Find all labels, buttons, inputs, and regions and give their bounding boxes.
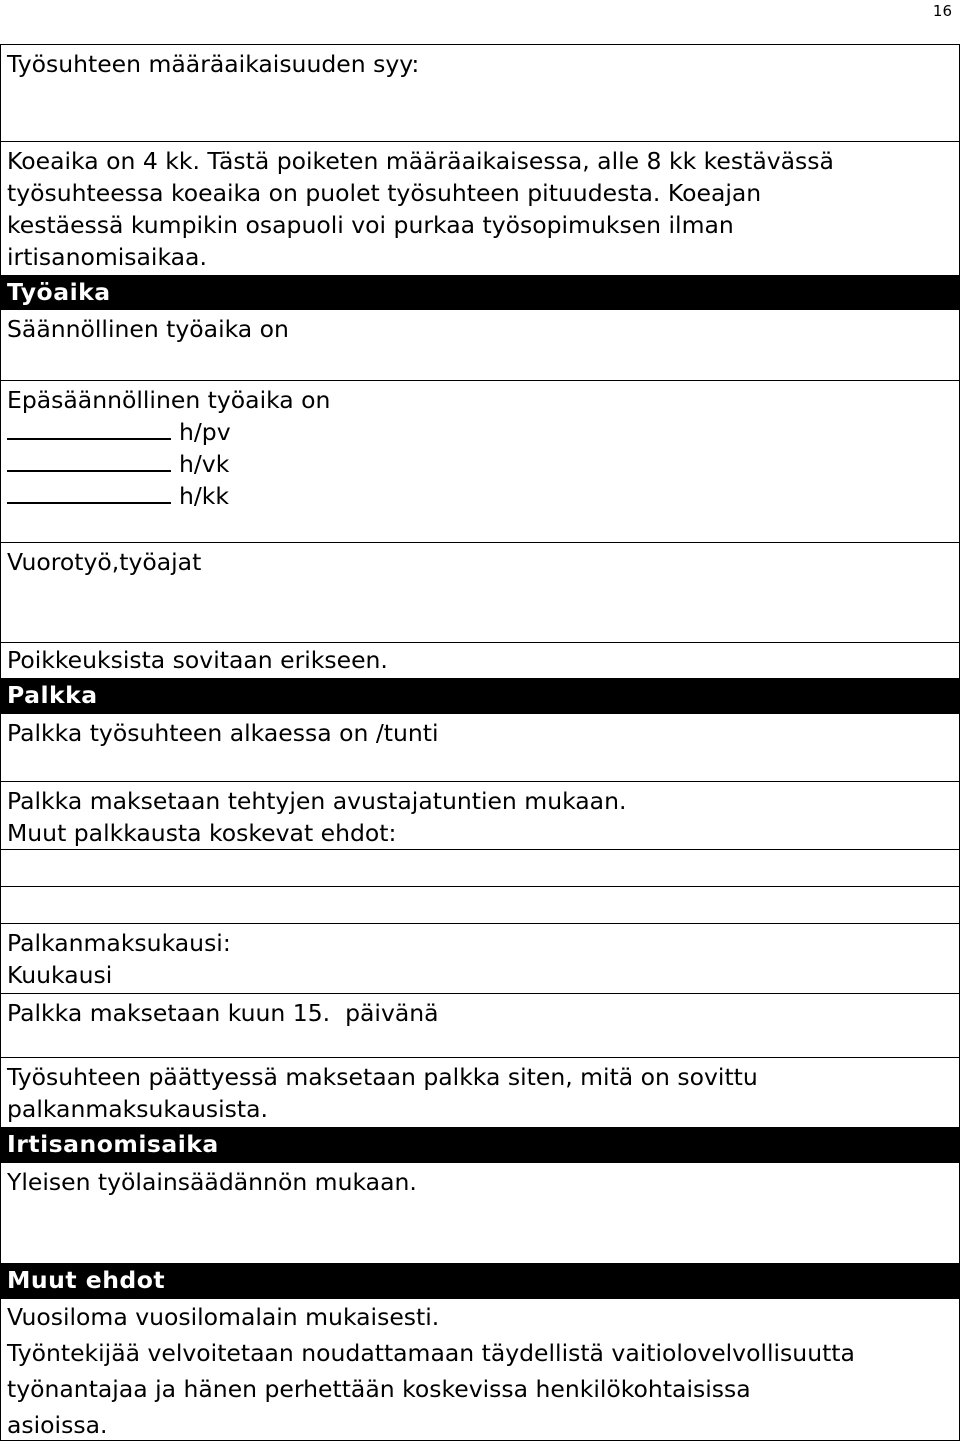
pay-day-suffix: päivänä xyxy=(345,999,439,1027)
trial-period-cell xyxy=(1,141,959,275)
trial-period-line-1: Koeaika on 4 kk. Tästä poiketen määräaikaisessa, alle 8 kk kestävässä xyxy=(7,147,834,175)
fixed-term-reason-cell[interactable] xyxy=(1,44,959,141)
other-terms-header: Muut ehdot xyxy=(1,1263,959,1299)
pay-day-prefix: Palkka maksetaan kuun xyxy=(7,999,286,1027)
start-salary-row xyxy=(7,717,953,749)
pay-period-label: Palkanmaksukausi: xyxy=(7,929,231,957)
contract-form xyxy=(0,44,960,1441)
fixed-term-reason-label: Työsuhteen määräaikaisuuden syy: xyxy=(7,50,420,78)
working-time-header: Työaika xyxy=(1,275,959,310)
start-salary-unit: /tunti xyxy=(375,719,439,747)
shift-work-cell[interactable] xyxy=(1,542,959,642)
hours-per-month-blank[interactable] xyxy=(7,480,171,504)
notice-period-cell xyxy=(1,1163,959,1263)
regular-hours-cell[interactable] xyxy=(1,310,959,380)
pay-day-cell xyxy=(1,993,959,1057)
hours-per-day-blank[interactable] xyxy=(7,416,171,440)
trial-period-line-3: kestäessä kumpikin osapuoli voi purkaa työsopimuksen ilman xyxy=(7,211,734,239)
termination-pay-cell xyxy=(1,1057,959,1127)
hours-per-week-unit: h/vk xyxy=(179,450,230,478)
other-terms-cell xyxy=(1,1299,959,1440)
notice-period-text: Yleisen työlainsäädännön mukaan. xyxy=(7,1168,417,1196)
start-salary-label: Palkka työsuhteen alkaessa on xyxy=(7,719,369,747)
other-salary-terms-label: Muut palkkausta koskevat ehdot: xyxy=(7,819,397,847)
exceptions-text: Poikkeuksista sovitaan erikseen. xyxy=(7,646,388,674)
termination-pay-line-2: palkanmaksukausista. xyxy=(7,1095,268,1123)
irregular-hours-cell xyxy=(1,380,959,542)
hours-per-month-row xyxy=(7,480,953,512)
paid-by-hours-text: Palkka maksetaan tehtyjen avustajatuntien mukaan. xyxy=(7,787,627,815)
paid-by-hours-cell xyxy=(1,781,959,849)
trial-period-line-4: irtisanomisaikaa. xyxy=(7,243,207,271)
pay-period-value: Kuukausi xyxy=(7,961,113,989)
other-salary-terms-field-2[interactable] xyxy=(1,886,959,923)
trial-period-line-2: työsuhteessa koeaika on puolet työsuhteen pituudesta. Koeajan xyxy=(7,179,762,207)
pay-day-row xyxy=(7,997,953,1029)
pay-day-value: 15. xyxy=(292,999,331,1027)
pay-period-cell xyxy=(1,923,959,993)
other-salary-terms-field-1[interactable] xyxy=(1,849,959,886)
hours-per-month-unit: h/kk xyxy=(179,482,230,510)
salary-header: Palkka xyxy=(1,678,959,714)
confidentiality-line-1: Työntekijää velvoitetaan noudattamaan täydellistä vaitiolovelvollisuutta xyxy=(7,1339,855,1367)
confidentiality-line-3: asioissa. xyxy=(7,1411,108,1439)
notice-period-header: Irtisanomisaika xyxy=(1,1127,959,1163)
regular-hours-label: Säännöllinen työaika on xyxy=(7,315,289,343)
confidentiality-line-2: työnantajaa ja hänen perhettään koskevissa henkilökohtaisissa xyxy=(7,1375,751,1403)
hours-per-day-row xyxy=(7,416,953,448)
termination-pay-line-1: Työsuhteen päättyessä maksetaan palkka siten, mitä on sovittu xyxy=(7,1063,758,1091)
hours-per-week-row xyxy=(7,448,953,480)
page-number: 16 xyxy=(932,2,952,20)
shift-work-label: Vuorotyö,työajat xyxy=(7,548,202,576)
hours-per-day-unit: h/pv xyxy=(179,418,231,446)
start-salary-cell[interactable] xyxy=(1,714,959,781)
irregular-hours-label: Epäsäännöllinen työaika on xyxy=(7,386,331,414)
exceptions-cell xyxy=(1,642,959,678)
hours-per-week-blank[interactable] xyxy=(7,448,171,472)
vacation-text: Vuosiloma vuosilomalain mukaisesti. xyxy=(7,1303,440,1331)
